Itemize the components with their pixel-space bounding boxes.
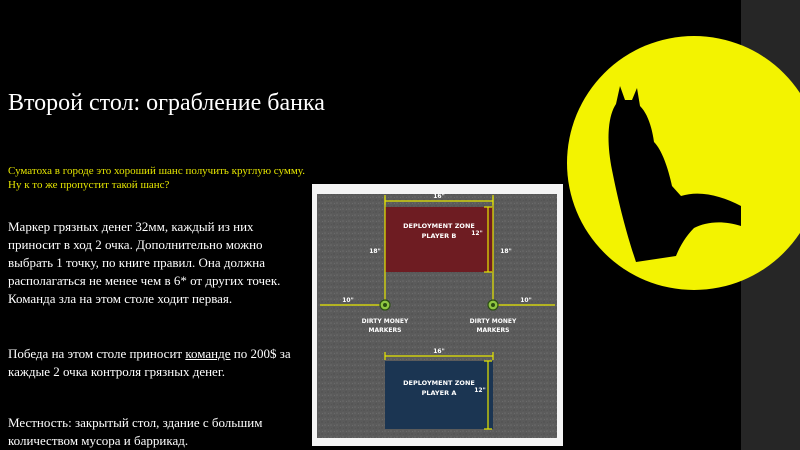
zone-b-line1: DEPLOYMENT ZONE: [403, 222, 475, 230]
marker-right-label-2: MARKERS: [476, 327, 510, 334]
dim-right-edge: 10": [520, 297, 532, 304]
victory-text-after: по 200$ за каждые 2 очка контроля грязных денег.: [8, 346, 291, 379]
marker-left: [380, 300, 390, 310]
right-edge-panel: [741, 0, 800, 450]
team-link[interactable]: команде: [185, 346, 231, 361]
rules-paragraph: Маркер грязных денег 32мм, каждый из них приносит в ход 2 очка. Дополнительно можно выбрать 1 точку, по книге правил. Она должна располагаться не менее чем в 6* от других точек. Команда зла на этом столе ходит первая.: [8, 219, 281, 306]
slide-title: Второй стол: ограбление банка: [8, 90, 325, 116]
victory-text-before: Победа на этом столе приносит: [8, 346, 186, 361]
marker-left-label-2: MARKERS: [368, 327, 402, 334]
zone-a-line2: PLAYER A: [421, 389, 457, 397]
marker-right: [488, 300, 498, 310]
dim-left-edge: 10": [342, 297, 354, 304]
victory-paragraph: [8, 345, 308, 381]
deployment-map: [312, 184, 563, 446]
dim-right-offset: 18": [500, 248, 512, 255]
zone-a-line1: DEPLOYMENT ZONE: [403, 379, 475, 387]
marker-right-label-1: DIRTY MONEY: [469, 318, 517, 325]
terrain-paragraph: Местность: закрытый стол, здание с большим количеством мусора и баррикад.: [8, 415, 263, 448]
dim-top-depth: 12": [471, 230, 483, 237]
marker-left-label-1: DIRTY MONEY: [361, 318, 409, 325]
dim-bottom-depth: 12": [474, 387, 486, 394]
intro-text: Суматоха в городе это хороший шанс получить круглую сумму. Ну к то же пропустит такой шанс?: [8, 165, 305, 191]
dim-left-offset: 18": [369, 248, 381, 255]
dim-bottom-width: 16": [433, 348, 445, 355]
zone-b-line2: PLAYER B: [421, 232, 457, 240]
table-map: [312, 184, 563, 446]
dim-top-width: 16": [433, 193, 445, 200]
